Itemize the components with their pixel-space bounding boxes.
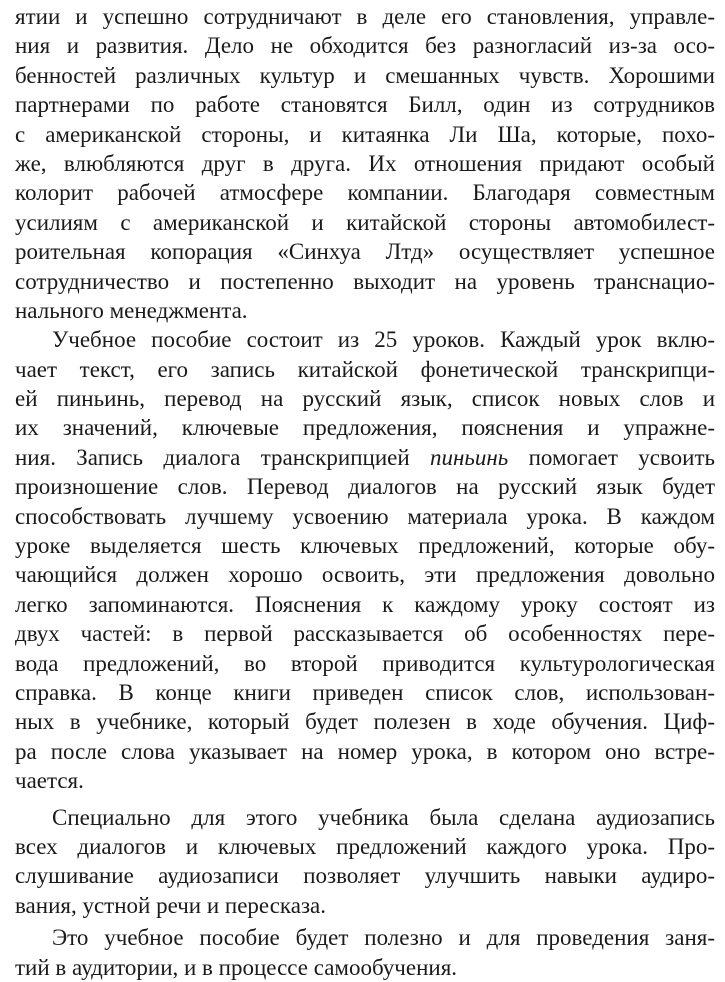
text-line: всех диалогов и ключевых предложений каждого урока. Про- (15, 833, 715, 859)
paragraph (15, 923, 715, 982)
text-line: тий в аудитории, и в процессе самообучения. (15, 954, 458, 980)
text-line: ятии и успешно сотрудничают в деле его становления, управле- (15, 4, 715, 29)
text-line: ей пиньинь, перевод на русский язык, список новых слов и (15, 386, 715, 412)
italic-term: пиньинь (430, 444, 509, 470)
paragraph (15, 803, 715, 921)
text-line: произношение слов. Перевод диалогов на русский язык будет (15, 474, 715, 500)
text-line: же, влюбляются друг в друга. Их отношения придают особый (15, 150, 715, 176)
paragraph (15, 2, 715, 325)
text-line: усилиям с американской и китайской стороны автомобилест- (15, 209, 715, 235)
text-line: вода предложений, во второй приводится культурологическая (15, 650, 715, 676)
text-line: Учебное пособие состоит из 25 уроков. Каждый урок вклю- (52, 327, 715, 353)
text-fragment: помогает усвоить (508, 444, 715, 470)
text-line: справка. В конце книги приведен список слов, использован- (15, 679, 715, 705)
text-line: сотрудничество и постепенно выходит на уровень транснацио- (15, 268, 715, 294)
text-line: ных в учебнике, который будет полезен в ходе обучения. Циф- (15, 709, 715, 735)
text-line: с американской стороны, и китаянка Ли Ша, которые, похо- (15, 121, 715, 147)
paragraph (15, 325, 715, 795)
text-line: ра после слова указывает на номер урока, в котором оно встре- (15, 738, 715, 764)
text-line: слушивание аудиозаписи позволяет улучшить навыки аудиро- (15, 863, 715, 889)
text-line: их значений, ключевые предложения, пояснения и упражне- (15, 415, 715, 441)
text-line: нального менеджмента. (15, 297, 248, 323)
text-line: легко запоминаются. Пояснения к каждому уроку состоят из (15, 591, 715, 617)
document-page (15, 2, 715, 982)
text-line (15, 443, 715, 472)
text-line: Это учебное пособие будет полезно и для проведения заня- (52, 925, 715, 951)
text-line: Специально для этого учебника была сделана аудиозапись (52, 804, 715, 830)
text-line: ния и развития. Дело не обходится без разногласий из-за осо- (15, 33, 715, 59)
text-line: способствовать лучшему усвоению материала урока. В каждом (15, 503, 715, 529)
text-line: чает текст, его запись китайской фонетической транскрипци- (15, 356, 715, 382)
text-line: бенностей различных культур и смешанных чувств. Хорошими (15, 62, 715, 88)
text-line: двух частей: в первой рассказывается об особенностях пере- (15, 621, 715, 647)
text-line: роительная копорация «Синхуа Лтд» осуществляет успешное (15, 239, 715, 265)
text-line: колорит рабочей атмосфере компании. Благодаря совместным (15, 180, 715, 206)
text-line: партнерами по работе становятся Билл, один из сотрудников (15, 92, 715, 118)
text-fragment: ния. Запись диалога транскрипцией (15, 444, 430, 470)
text-line: чается. (15, 768, 84, 794)
text-line: чающийся должен хорошо освоить, эти предложения довольно (15, 562, 715, 588)
text-line: вания, устной речи и пересказа. (15, 892, 326, 918)
text-line: уроке выделяется шесть ключевых предложений, которые обу- (15, 533, 715, 559)
